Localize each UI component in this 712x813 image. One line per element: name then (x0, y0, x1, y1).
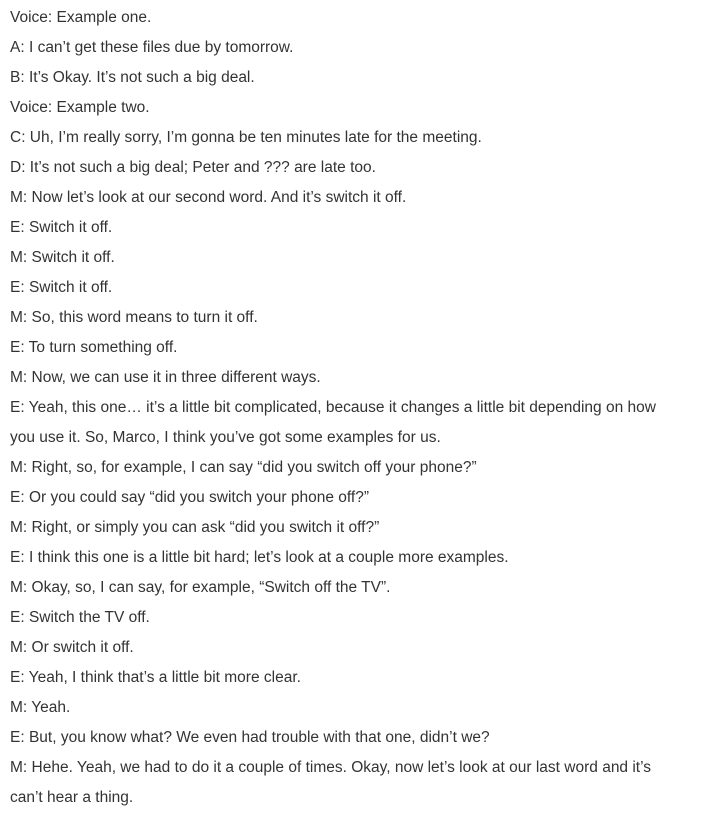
transcript-line: M: Or switch it off. (10, 639, 134, 656)
transcript-line: E: Or you could say “did you switch your phone off?” (10, 489, 369, 506)
transcript-line: M: Hehe. Yeah, we had to do it a couple of times. Okay, now let’s look at our last word and it’s can’t hear a thing. (10, 759, 652, 806)
transcript-line: E: I think this one is a little bit hard; let’s look at a couple more examples. (10, 549, 509, 566)
transcript-line: M: Okay, so, I can say, for example, “Switch off the TV”. (10, 579, 391, 596)
transcript-line: M: Now, we can use it in three different ways. (10, 369, 321, 386)
transcript-line: Voice: Example one. (10, 9, 152, 26)
transcript-line: E: To turn something off. (10, 339, 178, 356)
transcript-line: E: Switch it off. (10, 219, 113, 236)
transcript-line: M: Switch it off. (10, 249, 115, 266)
transcript-line: M: Now let’s look at our second word. And it’s switch it off. (10, 189, 407, 206)
transcript-line: M: Right, or simply you can ask “did you switch it off?” (10, 519, 380, 536)
transcript-line: E: Yeah, I think that’s a little bit more clear. (10, 669, 301, 686)
transcript-line: B: It’s Okay. It’s not such a big deal. (10, 69, 255, 86)
transcript-line: E: Switch the TV off. (10, 609, 150, 626)
transcript (10, 3, 660, 813)
transcript-line: E: Yeah, this one… it’s a little bit complicated, because it changes a little bit depending on how you use it. So, Marco, I think you’ve got some examples for us. (10, 399, 656, 446)
transcript-line: M: So, this word means to turn it off. (10, 309, 258, 326)
transcript-line: C: Uh, I’m really sorry, I’m gonna be ten minutes late for the meeting. (10, 129, 482, 146)
transcript-line: D: It’s not such a big deal; Peter and ??? are late too. (10, 159, 376, 176)
transcript-line: A: I can’t get these files due by tomorrow. (10, 39, 294, 56)
transcript-line: Voice: Example two. (10, 99, 150, 116)
transcript-line: M: Yeah. (10, 699, 71, 716)
transcript-line: E: But, you know what? We even had trouble with that one, didn’t we? (10, 729, 490, 746)
transcript-line: M: Right, so, for example, I can say “did you switch off your phone?” (10, 459, 477, 476)
transcript-line: E: Switch it off. (10, 279, 113, 296)
